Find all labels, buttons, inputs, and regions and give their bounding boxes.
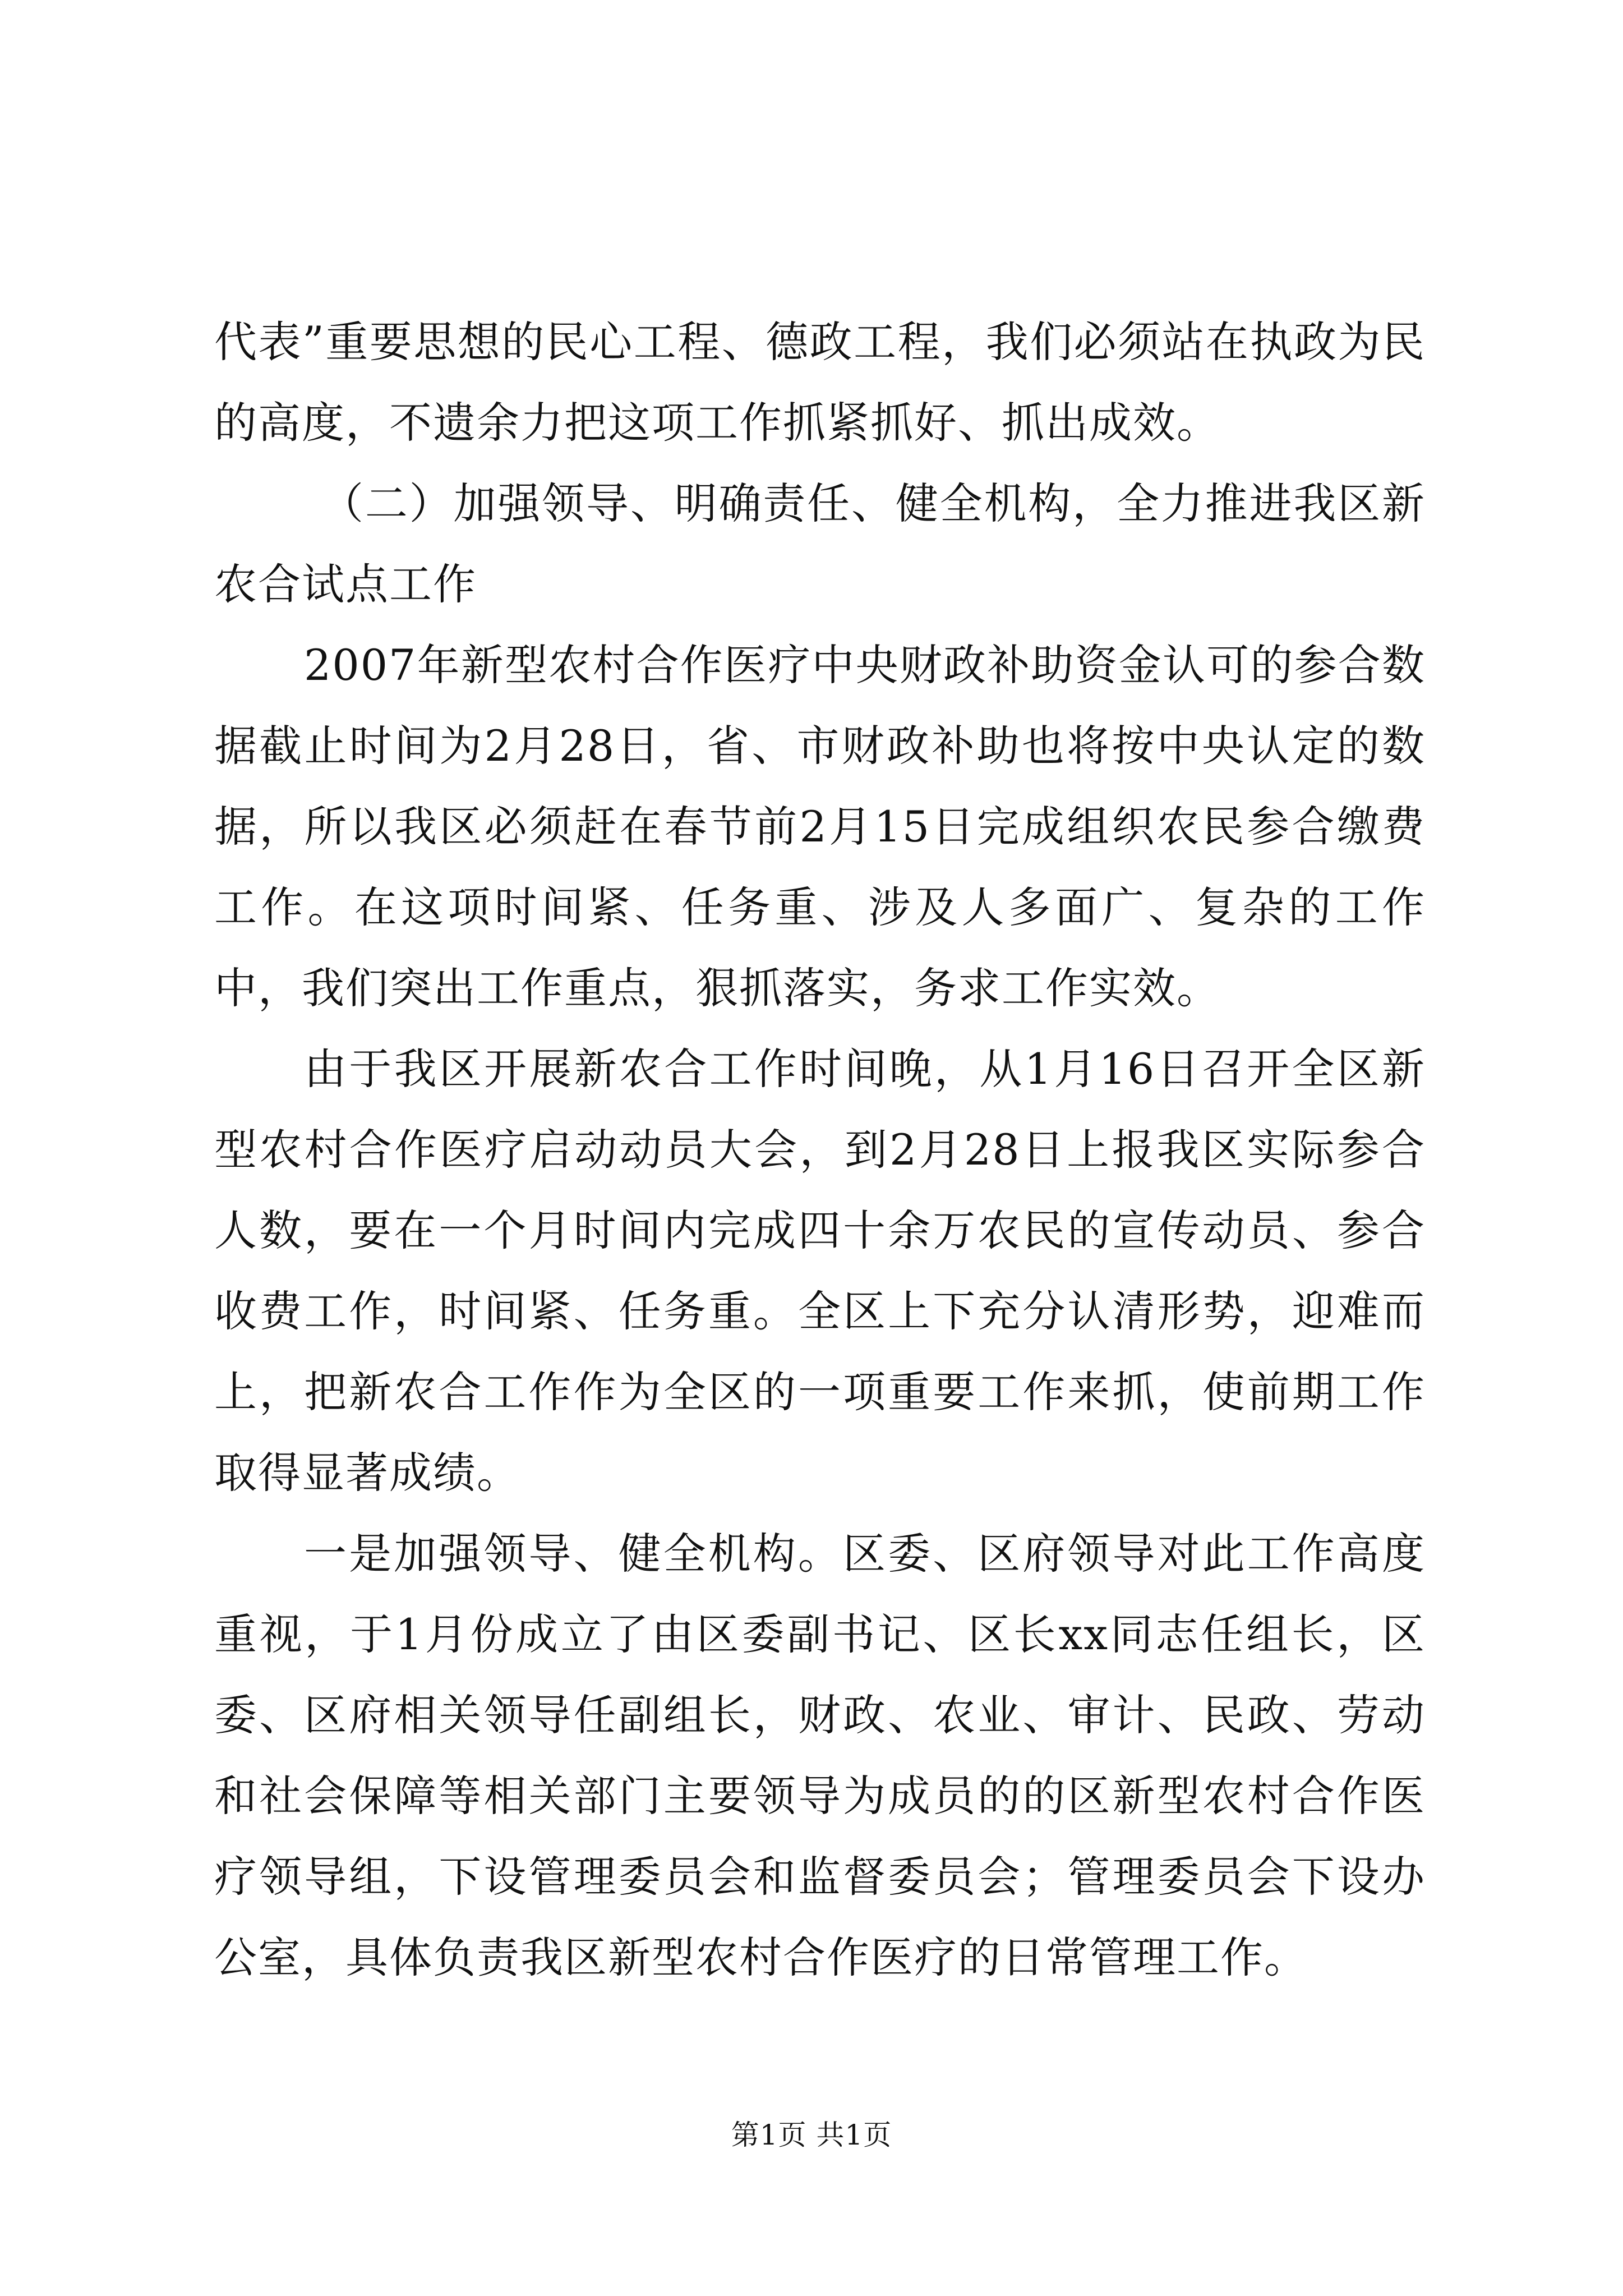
document-body [214,302,1426,1998]
section-heading: （二）加强领导、明确责任、健全机构，全力推进我区新农合试点工作 [214,478,1426,609]
paragraph-timeline: 由于我区开展新农合工作时间晚，从1月16日召开全区新型农村合作医疗启动动员大会，到2月28日上报我区实际参合人数，要在一个月时间内完成四十余万农民的宣传动员、参合收费工作，时间紧、任务重。全区上下充分认清形势，迎难而上，把新农合工作作为全区的一项重要工作来抓，使前期工作取得显著成绩。 [214,1044,1426,1498]
paragraph-leadership: 一是加强领导、健全机构。区委、区府领导对此工作高度重视，于1月份成立了由区委副书记、区长xx同志任组长，区委、区府相关领导任副组长，财政、农业、审计、民政、劳动和社会保障等相关部门主要领导为成员的的区新型农村合作医疗领导组，下设管理委员会和监督委员会；管理委员会下设办公室，具体负责我区新型农村合作医疗的日常管理工作。 [214,1529,1426,1982]
page-number-footer: 第1页 共1页 [731,2119,892,2151]
paragraph-deadline: 2007年新型农村合作医疗中央财政补助资金认可的参合数据截止时间为2月28日，省、市财政补助也将按中央认定的数据，所以我区必须赶在春节前2月15日完成组织农民参合缴费工作。在这项时间紧、任务重、涉及人多面广、复杂的工作中，我们突出工作重点，狠抓落实，务求工作实效。 [214,640,1426,1013]
paragraph-continuation: 代表”重要思想的民心工程、德政工程，我们必须站在执政为民的高度，不遗余力把这项工作抓紧抓好、抓出成效。 [214,317,1426,448]
